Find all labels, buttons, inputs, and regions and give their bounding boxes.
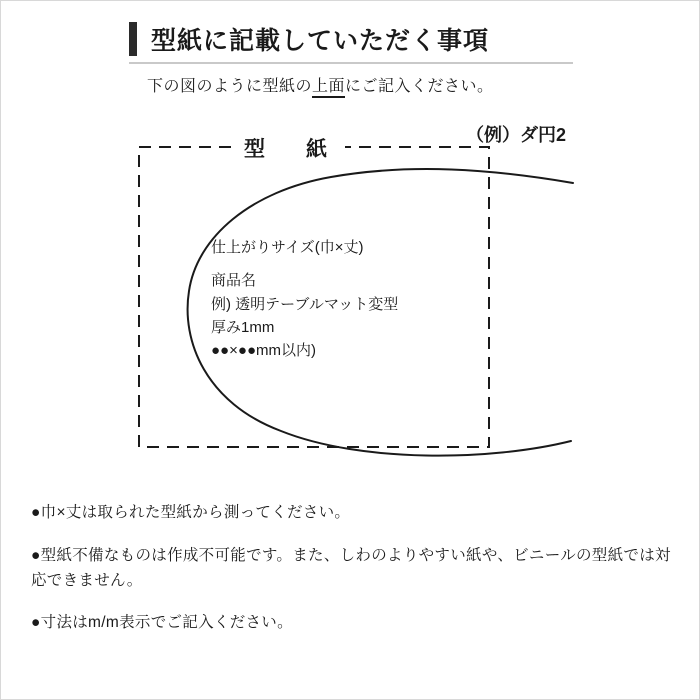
heading-accent-bar (129, 22, 137, 56)
intro-after: にご記入ください。 (345, 78, 494, 95)
diagram-annotation-block (211, 236, 398, 362)
annotation-line-dimension: ●●×●●mm以内) (211, 342, 316, 359)
note-item: ●型紙不備なものは作成不可能です。また、しわのよりやすい紙や、ビニールの型紙では対応できません。 (31, 546, 671, 589)
annotation-line-thickness: 厚み1mm (211, 318, 275, 336)
page-title: 型紙に記載していただく事項 (151, 27, 490, 55)
notes-list (31, 501, 671, 654)
annotation-line-example: 例) 透明テーブルマット変型 (211, 295, 399, 313)
intro-before: 下の図のように型紙の (147, 78, 313, 95)
annotation-spacer (211, 259, 398, 269)
diagram-illustration (111, 111, 591, 481)
intro-underlined: 上面 (312, 78, 345, 98)
note-item: ●寸法はm/m表示でご記入ください。 (31, 614, 293, 632)
intro-text (147, 73, 494, 96)
pattern-paper-label: 型 紙 (236, 133, 345, 163)
example-label: （例）ダ円2 (466, 125, 567, 145)
heading-divider (129, 62, 573, 64)
annotation-line-size: 仕上がりサイズ(巾×丈) (211, 239, 364, 256)
note-item: ●巾×丈は取られた型紙から測ってください。 (31, 504, 351, 521)
annotation-line-product: 商品名 (211, 272, 257, 290)
page-heading (1, 19, 700, 59)
